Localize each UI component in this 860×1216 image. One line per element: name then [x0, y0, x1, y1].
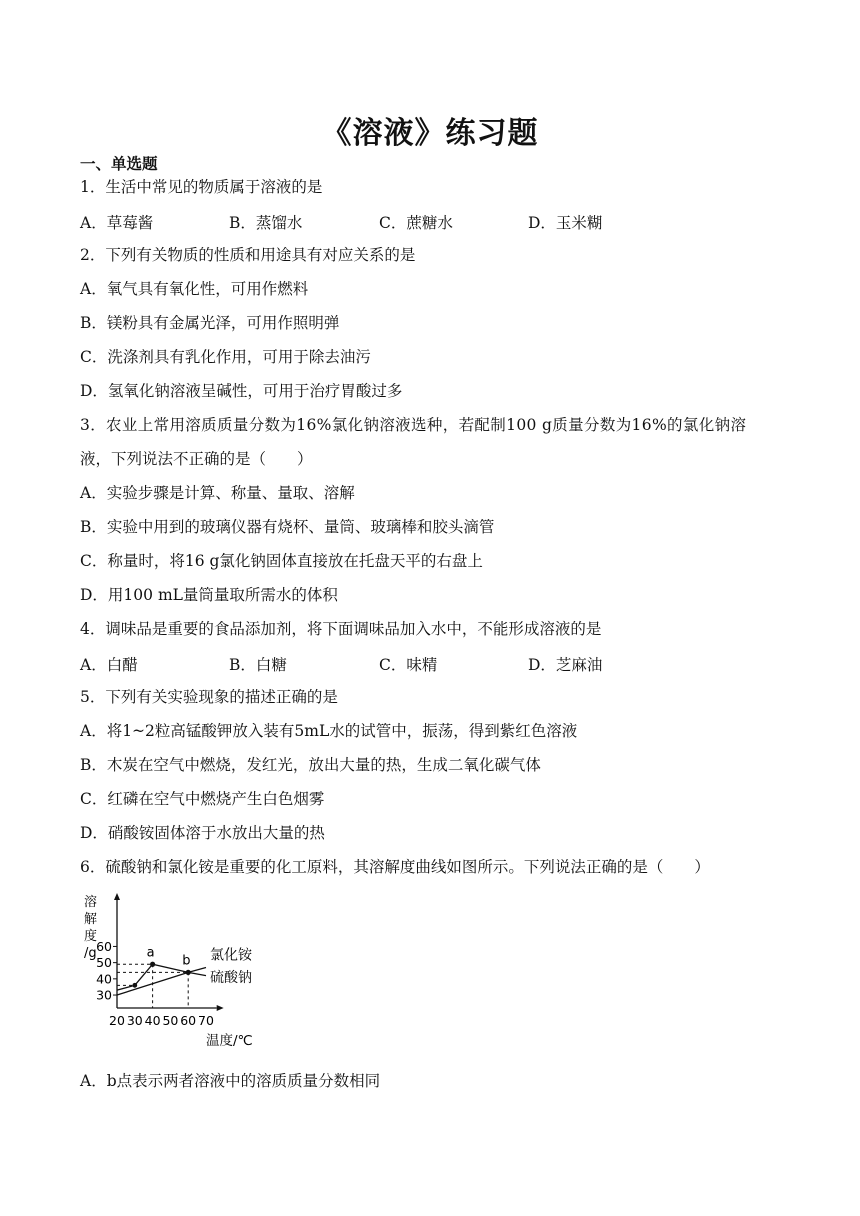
q3-option-b: B．实验中用到的玻璃仪器有烧杯、量筒、玻璃棒和胶头滴管: [80, 518, 495, 536]
q4-stem: 4．调味品是重要的食品添加剂，将下面调味品加入水中，不能形成溶液的是: [80, 620, 602, 638]
series-line-1: [117, 968, 206, 996]
q1-option-c: C．蔗糖水: [379, 214, 453, 232]
x-tick-label: 50: [162, 1013, 179, 1028]
q4-option-b: B．白糖: [229, 656, 287, 674]
series-label-1: 氯化铵: [210, 947, 252, 964]
q3-option-d: D．用100 mL量筒量取所需水的体积: [80, 586, 338, 604]
q1-option-d: D．玉米糊: [528, 214, 603, 232]
point-label-b: b: [182, 953, 191, 969]
solubility-chart: [78, 893, 278, 1053]
q3-stem-line2: 液，下列说法不正确的是（ ）: [80, 450, 313, 468]
point-b: [186, 970, 191, 975]
q5-option-c: C．红磷在空气中燃烧产生白色烟雾: [80, 790, 325, 808]
q2-option-c: C．洗涤剂具有乳化作用，可用于除去油污: [80, 348, 371, 366]
q5-stem: 5．下列有关实验现象的描述正确的是: [80, 688, 338, 706]
y-tick-label: 30: [96, 987, 112, 1003]
x-axis-arrow: [217, 1005, 224, 1011]
y-tick-label: 40: [96, 971, 112, 987]
q3-option-c: C．称量时，将16 g氯化钠固体直接放在托盘天平的右盘上: [80, 552, 483, 570]
q2-stem: 2．下列有关物质的性质和用途具有对应关系的是: [80, 246, 416, 264]
ylabel-char-1: 溶: [84, 895, 98, 910]
series-label-2: 硫酸钠: [210, 970, 252, 987]
section-heading: 一、单选题: [80, 155, 158, 173]
q6-stem: 6．硫酸钠和氯化铵是重要的化工原料，其溶解度曲线如图所示。下列说法正确的是（ ）: [80, 858, 710, 876]
y-tick-label: 60: [96, 938, 112, 954]
ylabel-char-2: 解: [84, 912, 98, 927]
q2-option-d: D．氢氧化钠溶液呈碱性，可用于治疗胃酸过多: [80, 382, 403, 400]
ylabel-char-3: 度: [84, 929, 98, 944]
q1-option-a: A．草莓酱: [80, 214, 154, 232]
ylabel-char-4: /g: [84, 946, 97, 961]
q3-stem-line1: 3．农业上常用溶质质量分数为16%氯化钠溶液选种，若配制100 g质量分数为16%的氯化钠溶: [80, 416, 747, 434]
q5-option-a: A．将1~2粒高锰酸钾放入装有5mL水的试管中，振荡，得到紫红色溶液: [80, 722, 578, 740]
q5-option-d: D．硝酸铵固体溶于水放出大量的热: [80, 824, 325, 842]
series-line-2: [117, 964, 206, 990]
point-intersection: [132, 983, 137, 988]
q3-option-a: A．实验步骤是计算、称量、量取、溶解: [80, 484, 355, 502]
y-axis-label: [84, 894, 97, 961]
q6-option-a: A．b点表示两者溶液中的溶质质量分数相同: [80, 1072, 381, 1090]
q5-option-b: B．木炭在空气中燃烧，发红光，放出大量的热，生成二氧化碳气体: [80, 756, 541, 774]
q4-option-c: C．味精: [379, 656, 438, 674]
x-tick-label: 30: [126, 1013, 143, 1028]
x-tick-label: 60: [180, 1013, 197, 1028]
q4-option-a: A．白醋: [80, 656, 138, 674]
point-a: [150, 962, 155, 967]
x-tick-label: 20: [109, 1013, 125, 1028]
point-label-a: a: [146, 945, 155, 961]
x-tick-label: 40: [144, 1013, 161, 1028]
y-tick-label: 50: [96, 955, 112, 971]
q2-option-a: A．氧气具有氧化性，可用作燃料: [80, 280, 309, 298]
x-axis-label: 温度/℃: [206, 1033, 253, 1049]
x-tick-label: 70: [198, 1013, 214, 1028]
y-axis-arrow: [114, 893, 120, 900]
page-title: 《溶液》练习题: [321, 116, 539, 151]
q1-stem: 1．生活中常见的物质属于溶液的是: [80, 178, 323, 196]
q2-option-b: B．镁粉具有金属光泽，可用作照明弹: [80, 314, 340, 332]
q1-option-b: B．蒸馏水: [229, 214, 303, 232]
q4-option-d: D．芝麻油: [528, 656, 603, 674]
